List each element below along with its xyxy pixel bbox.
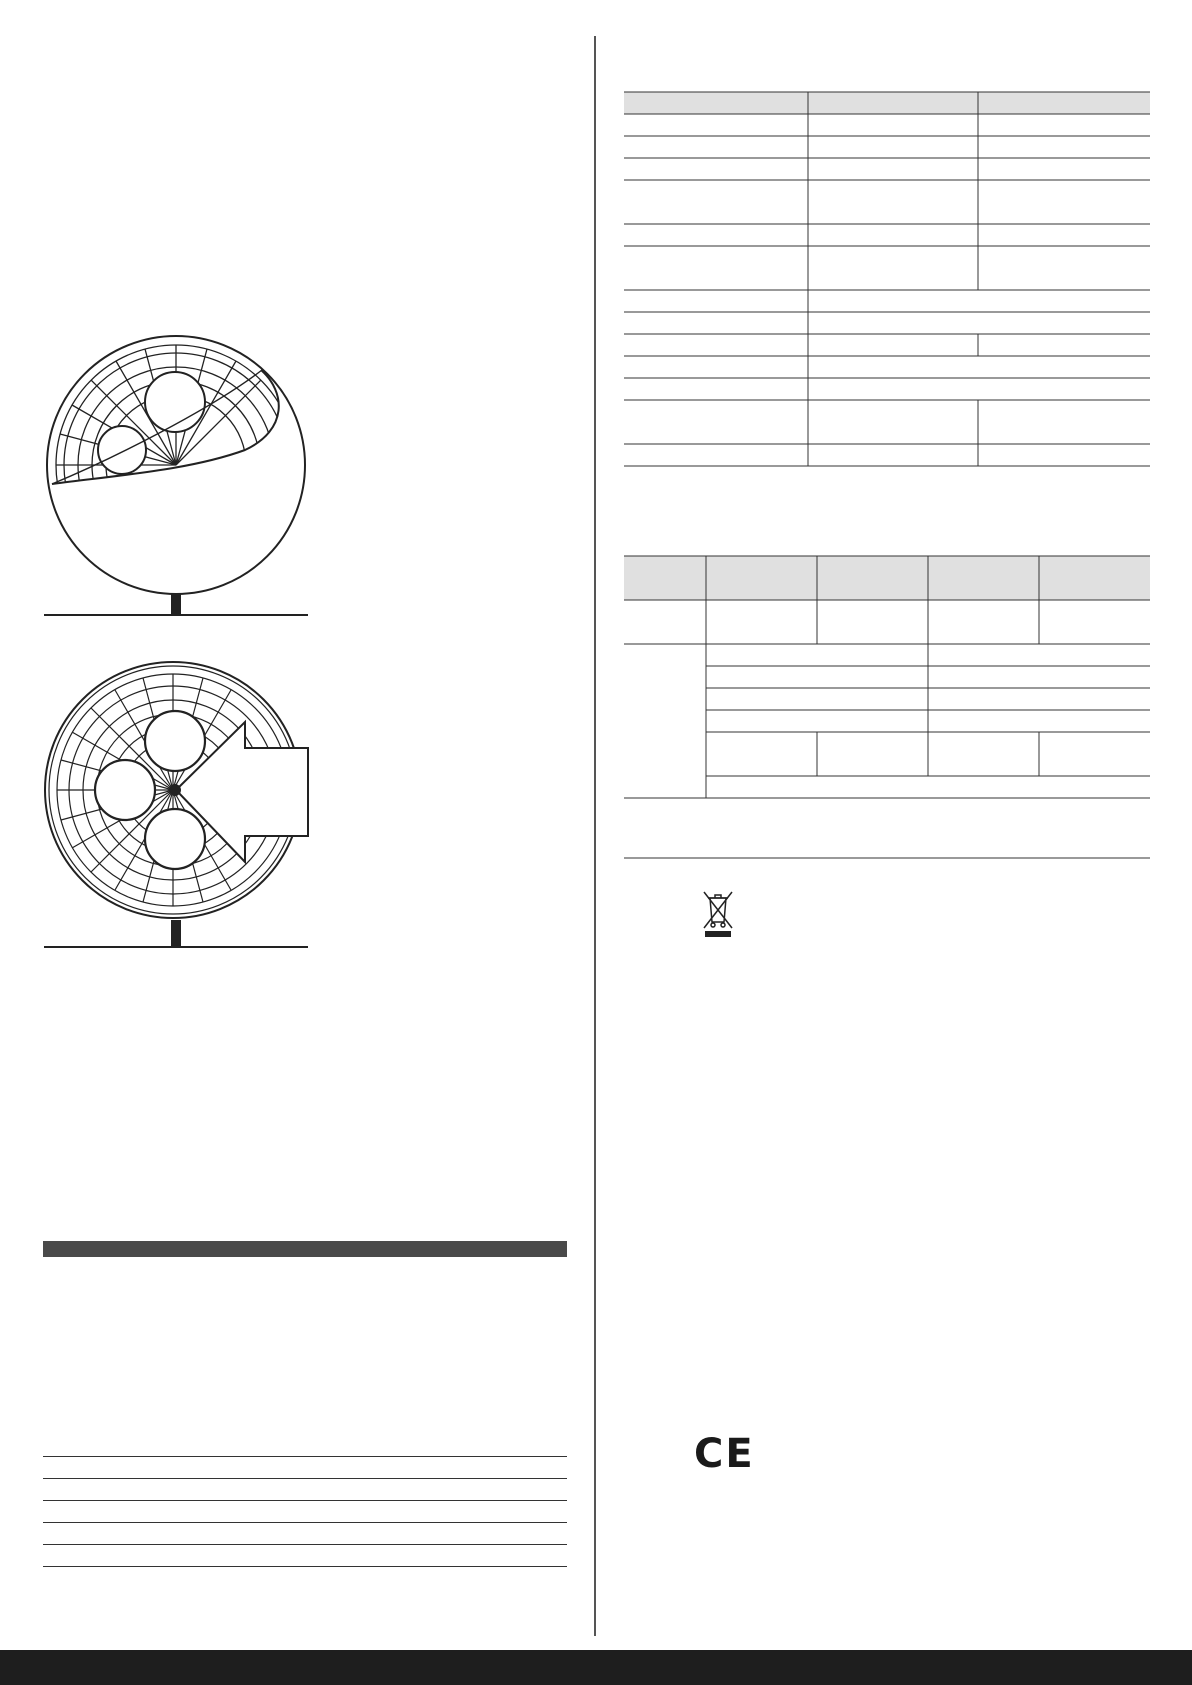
section-header-bar [43, 1241, 567, 1257]
rule-line [43, 1566, 567, 1567]
rule-line [43, 1500, 567, 1501]
page-footer-bar [0, 1650, 1192, 1685]
heater-figure-side-view [40, 330, 312, 620]
column-divider [594, 36, 596, 1636]
rule-line [43, 1522, 567, 1523]
crossed-out-wheelie-bin-icon [700, 888, 736, 938]
rule-line [43, 1456, 567, 1457]
dimension-table [624, 556, 1150, 861]
ce-mark-icon: CE [694, 1431, 755, 1477]
spec-table [624, 92, 1150, 472]
heater-figure-front-view [40, 662, 312, 952]
rule-line [43, 1478, 567, 1479]
rule-line [43, 1544, 567, 1545]
